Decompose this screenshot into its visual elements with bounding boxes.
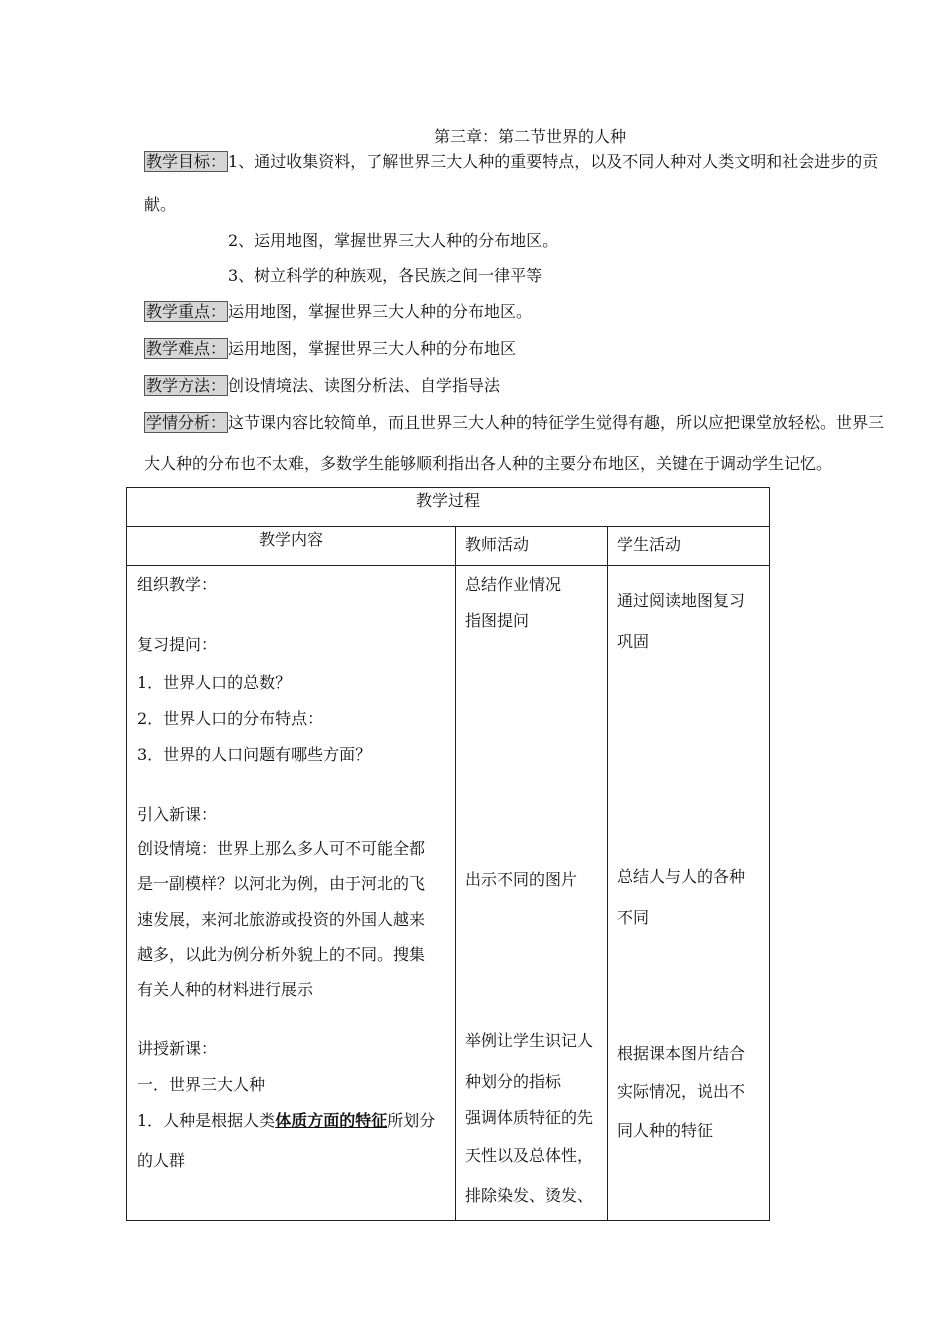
content-line: 组织教学： [137, 575, 218, 594]
content-line: 引入新课： [137, 805, 218, 824]
objectives-line-1 [144, 151, 878, 173]
method-line [144, 375, 500, 397]
content-cell [127, 566, 456, 1221]
method-text: 创设情境法、读图分析法、自学指导法 [228, 376, 501, 395]
emphasized-text: 体质方面的特征 [275, 1111, 388, 1130]
content-line [137, 1108, 435, 1131]
teacher-line: 总结作业情况 [465, 575, 562, 594]
analysis-text-1: 这节课内容比较简单，而且世界三大人种的特征学生觉得有趣，所以应把课堂放轻松。世界三 [228, 413, 885, 432]
column-header-student [608, 527, 770, 566]
student-line: 巩固 [617, 632, 650, 651]
objectives-line-2: 2、运用地图，掌握世界三大人种的分布地区。 [228, 231, 559, 250]
key-point-text: 运用地图，掌握世界三大人种的分布地区。 [228, 302, 533, 321]
content-line: 3．世界的人口问题有哪些方面？ [137, 745, 372, 764]
page-title: 第三章：第二节世界的人种 [433, 127, 626, 146]
content-text: 所划分 [387, 1111, 436, 1130]
student-line: 通过阅读地图复习 [617, 591, 746, 610]
teaching-process-table [126, 487, 770, 1221]
content-line: 越多，以此为例分析外貌上的不同。搜集 [137, 945, 426, 964]
teacher-line: 天性以及总体性， [465, 1146, 594, 1165]
student-line: 总结人与人的各种 [617, 867, 746, 886]
column-header-teacher [456, 527, 608, 566]
teacher-activity-cell [456, 566, 608, 1221]
content-text: 1．人种是根据人类 [137, 1111, 276, 1130]
method-label: 教学方法： [146, 376, 227, 395]
objectives-label: 教学目标： [146, 152, 227, 171]
key-point-line [144, 301, 532, 323]
column-header-content: 教学内容 [127, 527, 456, 566]
key-point-label: 教学重点： [146, 302, 227, 321]
objectives-line-3: 3、树立科学的种族观，各民族之间一律平等 [228, 266, 543, 285]
student-line: 根据课本图片结合 [617, 1044, 746, 1063]
content-line: 创设情境：世界上那么多人可不可能全都 [137, 839, 426, 858]
objectives-line-1b: 献。 [144, 195, 177, 214]
content-line: 2．世界人口的分布特点： [137, 709, 324, 728]
analysis-label: 学情分析： [146, 413, 227, 432]
analysis-line-2: 大人种的分布也不太难，多数学生能够顺利指出各人种的主要分布地区，关键在于调动学生记忆。 [144, 454, 833, 473]
content-line: 一．世界三大人种 [137, 1075, 266, 1094]
difficulty-label: 教学难点： [146, 339, 227, 358]
content-line: 讲授新课： [137, 1039, 218, 1058]
student-line: 不同 [617, 908, 650, 927]
difficulty-line [144, 338, 516, 360]
column-header-student-text: 学生活动 [617, 535, 682, 554]
content-line: 的人群 [137, 1151, 186, 1170]
student-line: 实际情况，说出不 [617, 1082, 746, 1101]
teacher-line: 举例让学生识记人 [465, 1031, 594, 1050]
teacher-line: 种划分的指标 [465, 1072, 562, 1091]
content-line: 复习提问： [137, 635, 218, 654]
objectives-text-1: 1、通过收集资料，了解世界三大人种的重要特点，以及不同人种对人类文明和社会进步的贡 [228, 152, 879, 171]
teacher-line: 出示不同的图片 [465, 870, 578, 889]
teacher-line: 排除染发、烫发、 [465, 1186, 594, 1205]
content-line: 有关人种的材料进行展示 [137, 980, 314, 999]
teacher-line: 强调体质特征的先 [465, 1108, 594, 1127]
student-line: 同人种的特征 [617, 1121, 714, 1140]
content-line: 是一副模样？以河北为例，由于河北的飞 [137, 874, 426, 893]
content-line: 速发展，来河北旅游或投资的外国人越来 [137, 910, 426, 929]
analysis-line-1 [144, 412, 884, 434]
teacher-line: 指图提问 [465, 611, 530, 630]
student-activity-cell [608, 566, 770, 1221]
column-header-teacher-text: 教师活动 [465, 535, 530, 554]
table-header: 教学过程 [127, 488, 770, 527]
content-line: 1．世界人口的总数？ [137, 673, 292, 692]
difficulty-text: 运用地图，掌握世界三大人种的分布地区 [228, 339, 517, 358]
